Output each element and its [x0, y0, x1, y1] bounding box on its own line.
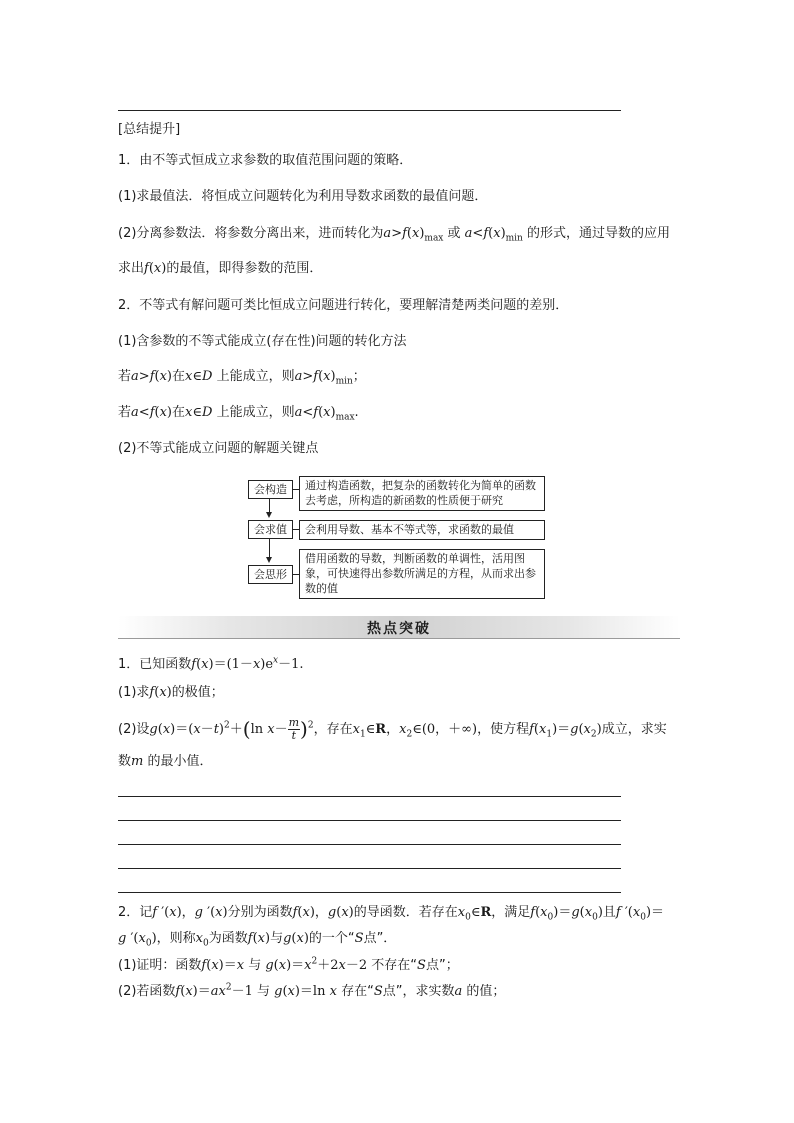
diagram-text-evaluate: 会利用导数、基本不等式等，求函数的最值	[299, 520, 545, 540]
problem-1-q1: (1)求f(x)的极值；	[118, 685, 224, 700]
diagram-text-think: 借用函数的导数，判断函数的单调性，活用图象，可快速得出参数所满足的方程，从而求出参数的值	[299, 549, 545, 599]
summary-heading: [总结提升]	[118, 122, 181, 137]
answer-line	[118, 868, 621, 869]
top-rule	[118, 110, 621, 111]
summary-point-2-2: (2)不等式能成立问题的解题关键点	[118, 441, 319, 456]
section-banner	[118, 616, 680, 638]
diagram-arrow-head	[266, 512, 272, 518]
section-title: 热点突破	[367, 621, 431, 637]
problem-2-q1: (1)证明：函数f(x)＝x 与 $g(x)=x^2+2x-2$ 不存在“S点”；	[118, 956, 459, 973]
problem-1-stem: 1．已知函数$f(x)=(1-x)e^x-1$.	[118, 655, 304, 672]
summary-rule-b: 若a<f(x)在x∈D 上能成立，则$a<f(x)_{max}$.	[118, 405, 359, 423]
summary-point-2: 2．不等式有解问题可类比恒成立问题进行转化，要理解清楚两类问题的差别．	[118, 298, 569, 313]
diagram-connector	[292, 574, 299, 575]
diagram-arrow-line	[269, 538, 270, 558]
diagram-label-evaluate: 会求值	[248, 520, 293, 539]
problem-2-q2: (2)若函数$f(x)=ax^2-1$ 与 g(x)＝ln x 存在“S点”，求实数a 的值；	[118, 982, 506, 999]
problem-1-q2: (2)设$g(x)=(x-t)^2+(\ln$ x－ $\frac{m}{t}$ )$^2$，存在$x_1\in R$，$x_2\in(0$，＋∞)，使方程$f(x_1)=g(x_2)$成立，求实	[118, 716, 667, 742]
diagram-label-construct: 会构造	[248, 480, 293, 499]
summary-point-2-1: (1)含参数的不等式能成立(存在性)问题的转化方法	[118, 334, 407, 349]
answer-line	[118, 892, 621, 893]
diagram-arrow-line	[269, 498, 270, 513]
summary-point-1-2-cont: 求出f(x)的最值，即得参数的范围．	[118, 261, 323, 276]
answer-line	[118, 796, 621, 797]
diagram-arrow-head	[266, 557, 272, 563]
problem-2-stem-cont: g $'(x_0)$，则称$x_0$为函数f(x)与g(x)的一个“S点”．	[118, 931, 397, 949]
banner-underline	[118, 638, 680, 639]
problem-2-stem: 2．记f ′(x)，g ′(x)分别为函数f(x)，g(x)的导函数．若存在$x_0\in R$，满足$f(x_0)=g(x_0)$且f $'(x_0)=$	[118, 905, 665, 923]
diagram-connector	[292, 489, 299, 490]
summary-point-1-2: (2)分离参数法．将参数分离出来，进而转化为$a>f(x)_{max}$ 或 $a<f(x)_{min}$ 的形式，通过导数的应用	[118, 226, 671, 244]
answer-line	[118, 844, 621, 845]
problem-1-q2-cont: 数m 的最小值．	[118, 754, 213, 769]
diagram-connector	[292, 529, 299, 530]
answer-line	[118, 820, 621, 821]
summary-point-1: 1．由不等式恒成立求参数的取值范围问题的策略．	[118, 153, 413, 168]
summary-point-1-1: (1)求最值法．将恒成立问题转化为利用导数求函数的最值问题．	[118, 189, 488, 204]
diagram-text-construct: 通过构造函数，把复杂的函数转化为简单的函数去考虑，所构造的新函数的性质便于研究	[299, 476, 545, 511]
summary-rule-a: 若a>f(x)在x∈D 上能成立，则$a>f(x)_{min}$；	[118, 369, 366, 387]
diagram-label-think: 会思形	[248, 565, 293, 584]
